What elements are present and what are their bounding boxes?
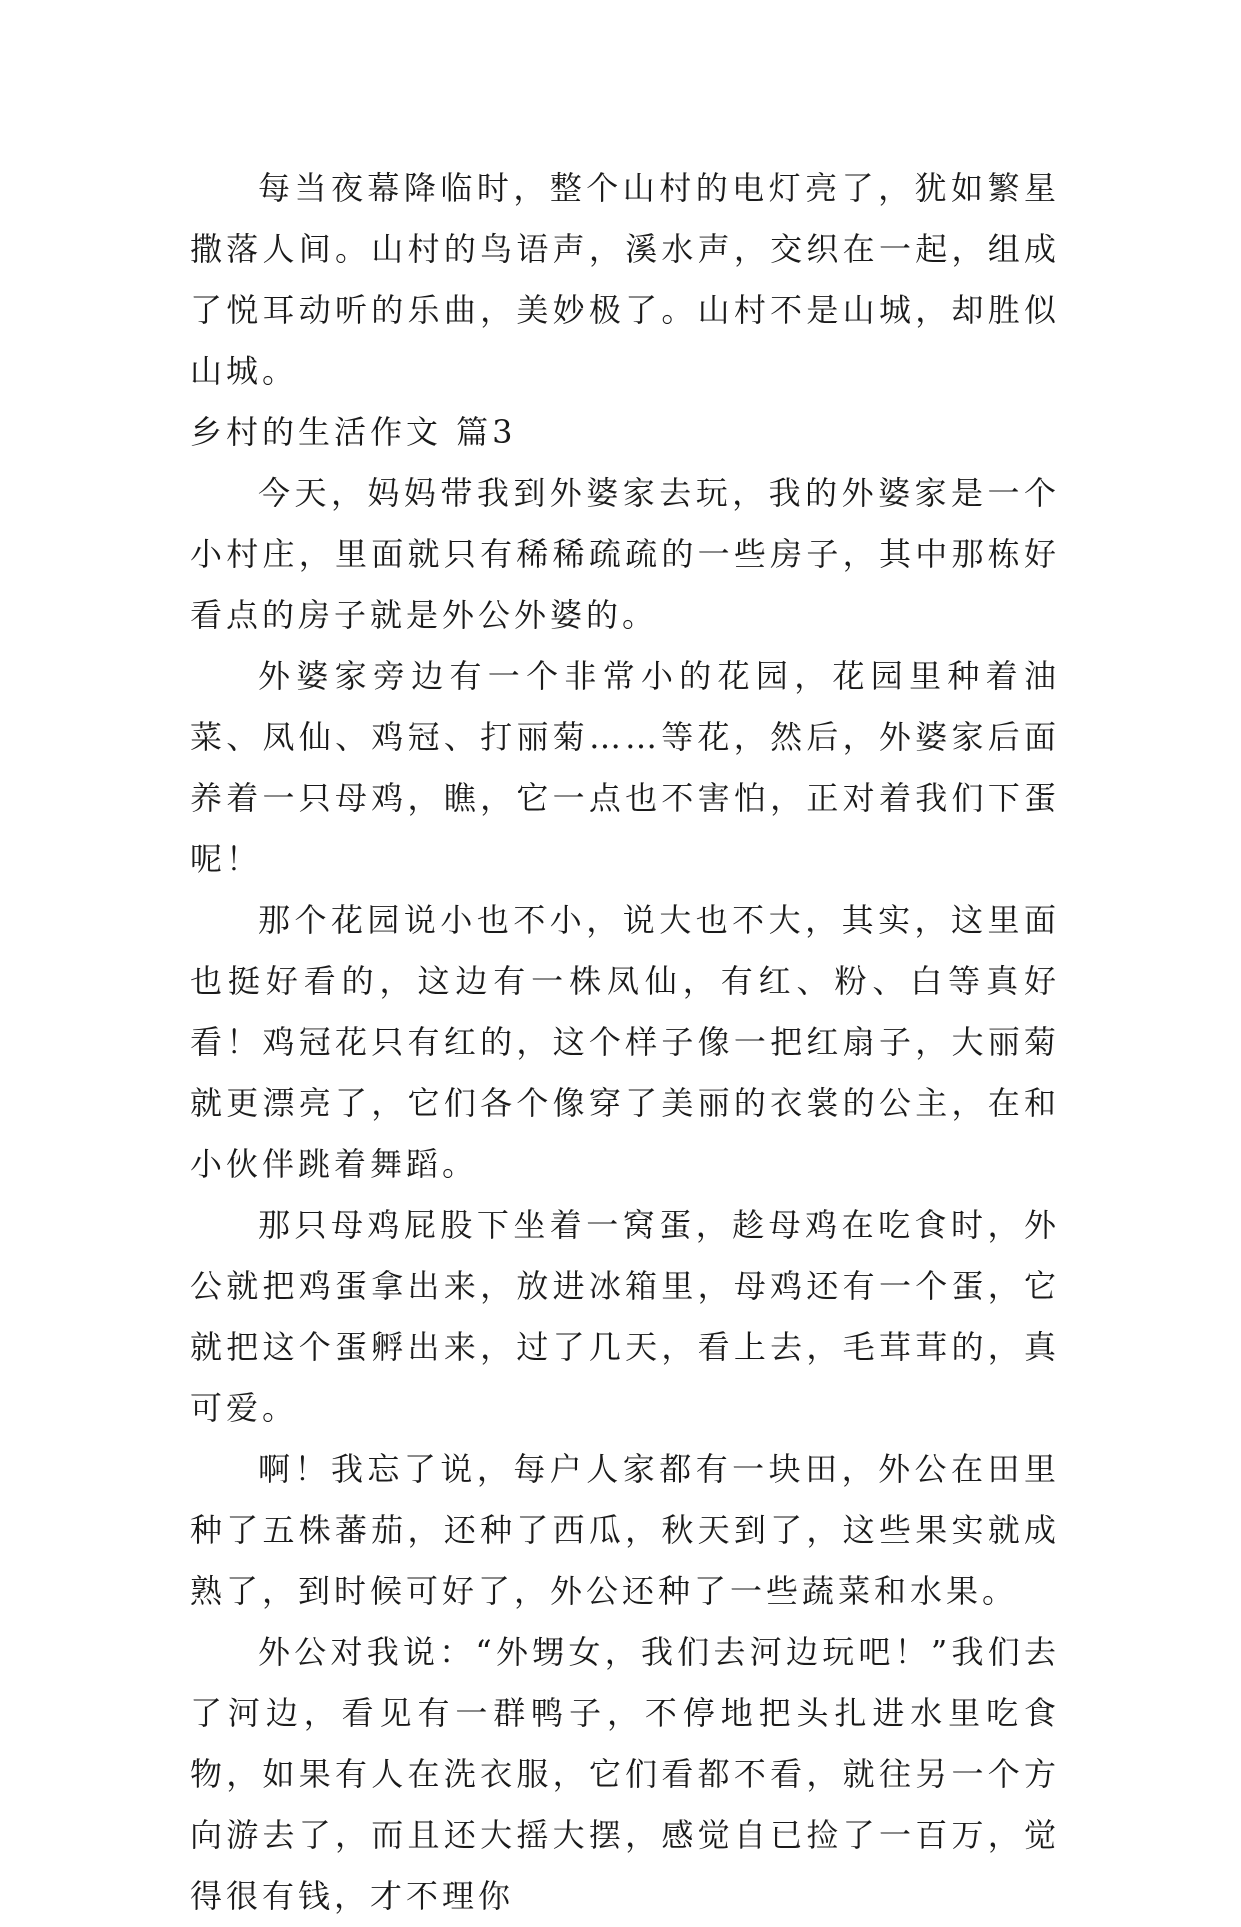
section-heading: 乡村的生活作文 篇3 [190, 413, 517, 451]
paragraph-flowers: 那个花园说小也不小，说大也不大，其实，这里面也挺好看的，这边有一株凤仙，有红、粉、白等真好看！鸡冠花只有红的，这个样子像一把红扇子，大丽菊就更漂亮了，它们各个像穿了美丽的衣裳的公主，在和小伙伴跳着舞蹈。 [190, 901, 1060, 1183]
paragraph-grandma-house: 今天，妈妈带我到外婆家去玩，我的外婆家是一个小村庄，里面就只有稀稀疏疏的一些房子，其中那栋好看点的房子就是外公外婆的。 [190, 474, 1060, 634]
paragraph-garden: 外婆家旁边有一个非常小的花园，花园里种着油菜、凤仙、鸡冠、打丽菊……等花，然后，外婆家后面养着一只母鸡，瞧，它一点也不害怕，正对着我们下蛋呢！ [190, 657, 1060, 878]
paragraph-river: 外公对我说：“外甥女，我们去河边玩吧！”我们去了河边，看见有一群鸭子，不停地把头扎进水里吃食物，如果有人在洗衣服，它们看都不看，就往另一个方向游去了，而且还大摇大摆，感觉自已捡了一百万，觉得很有钱，才不理你 [190, 1633, 1060, 1915]
paragraph-hen-eggs: 那只母鸡屁股下坐着一窝蛋，趁母鸡在吃食时，外公就把鸡蛋拿出来，放进冰箱里，母鸡还有一个蛋，它就把这个蛋孵出来，过了几天，看上去，毛茸茸的，真可爱。 [190, 1206, 1060, 1427]
paragraph-night-village: 每当夜幕降临时，整个山村的电灯亮了，犹如繁星撒落人间。山村的鸟语声，溪水声，交织在一起，组成了悦耳动听的乐曲，美妙极了。山村不是山城，却胜似山城。 [190, 169, 1060, 390]
paragraph-field: 啊！我忘了说，每户人家都有一块田，外公在田里种了五株蕃茄，还种了西瓜，秋天到了，这些果实就成熟了，到时候可好了，外公还种了一些蔬菜和水果。 [190, 1450, 1060, 1610]
document-body [190, 158, 1060, 1927]
